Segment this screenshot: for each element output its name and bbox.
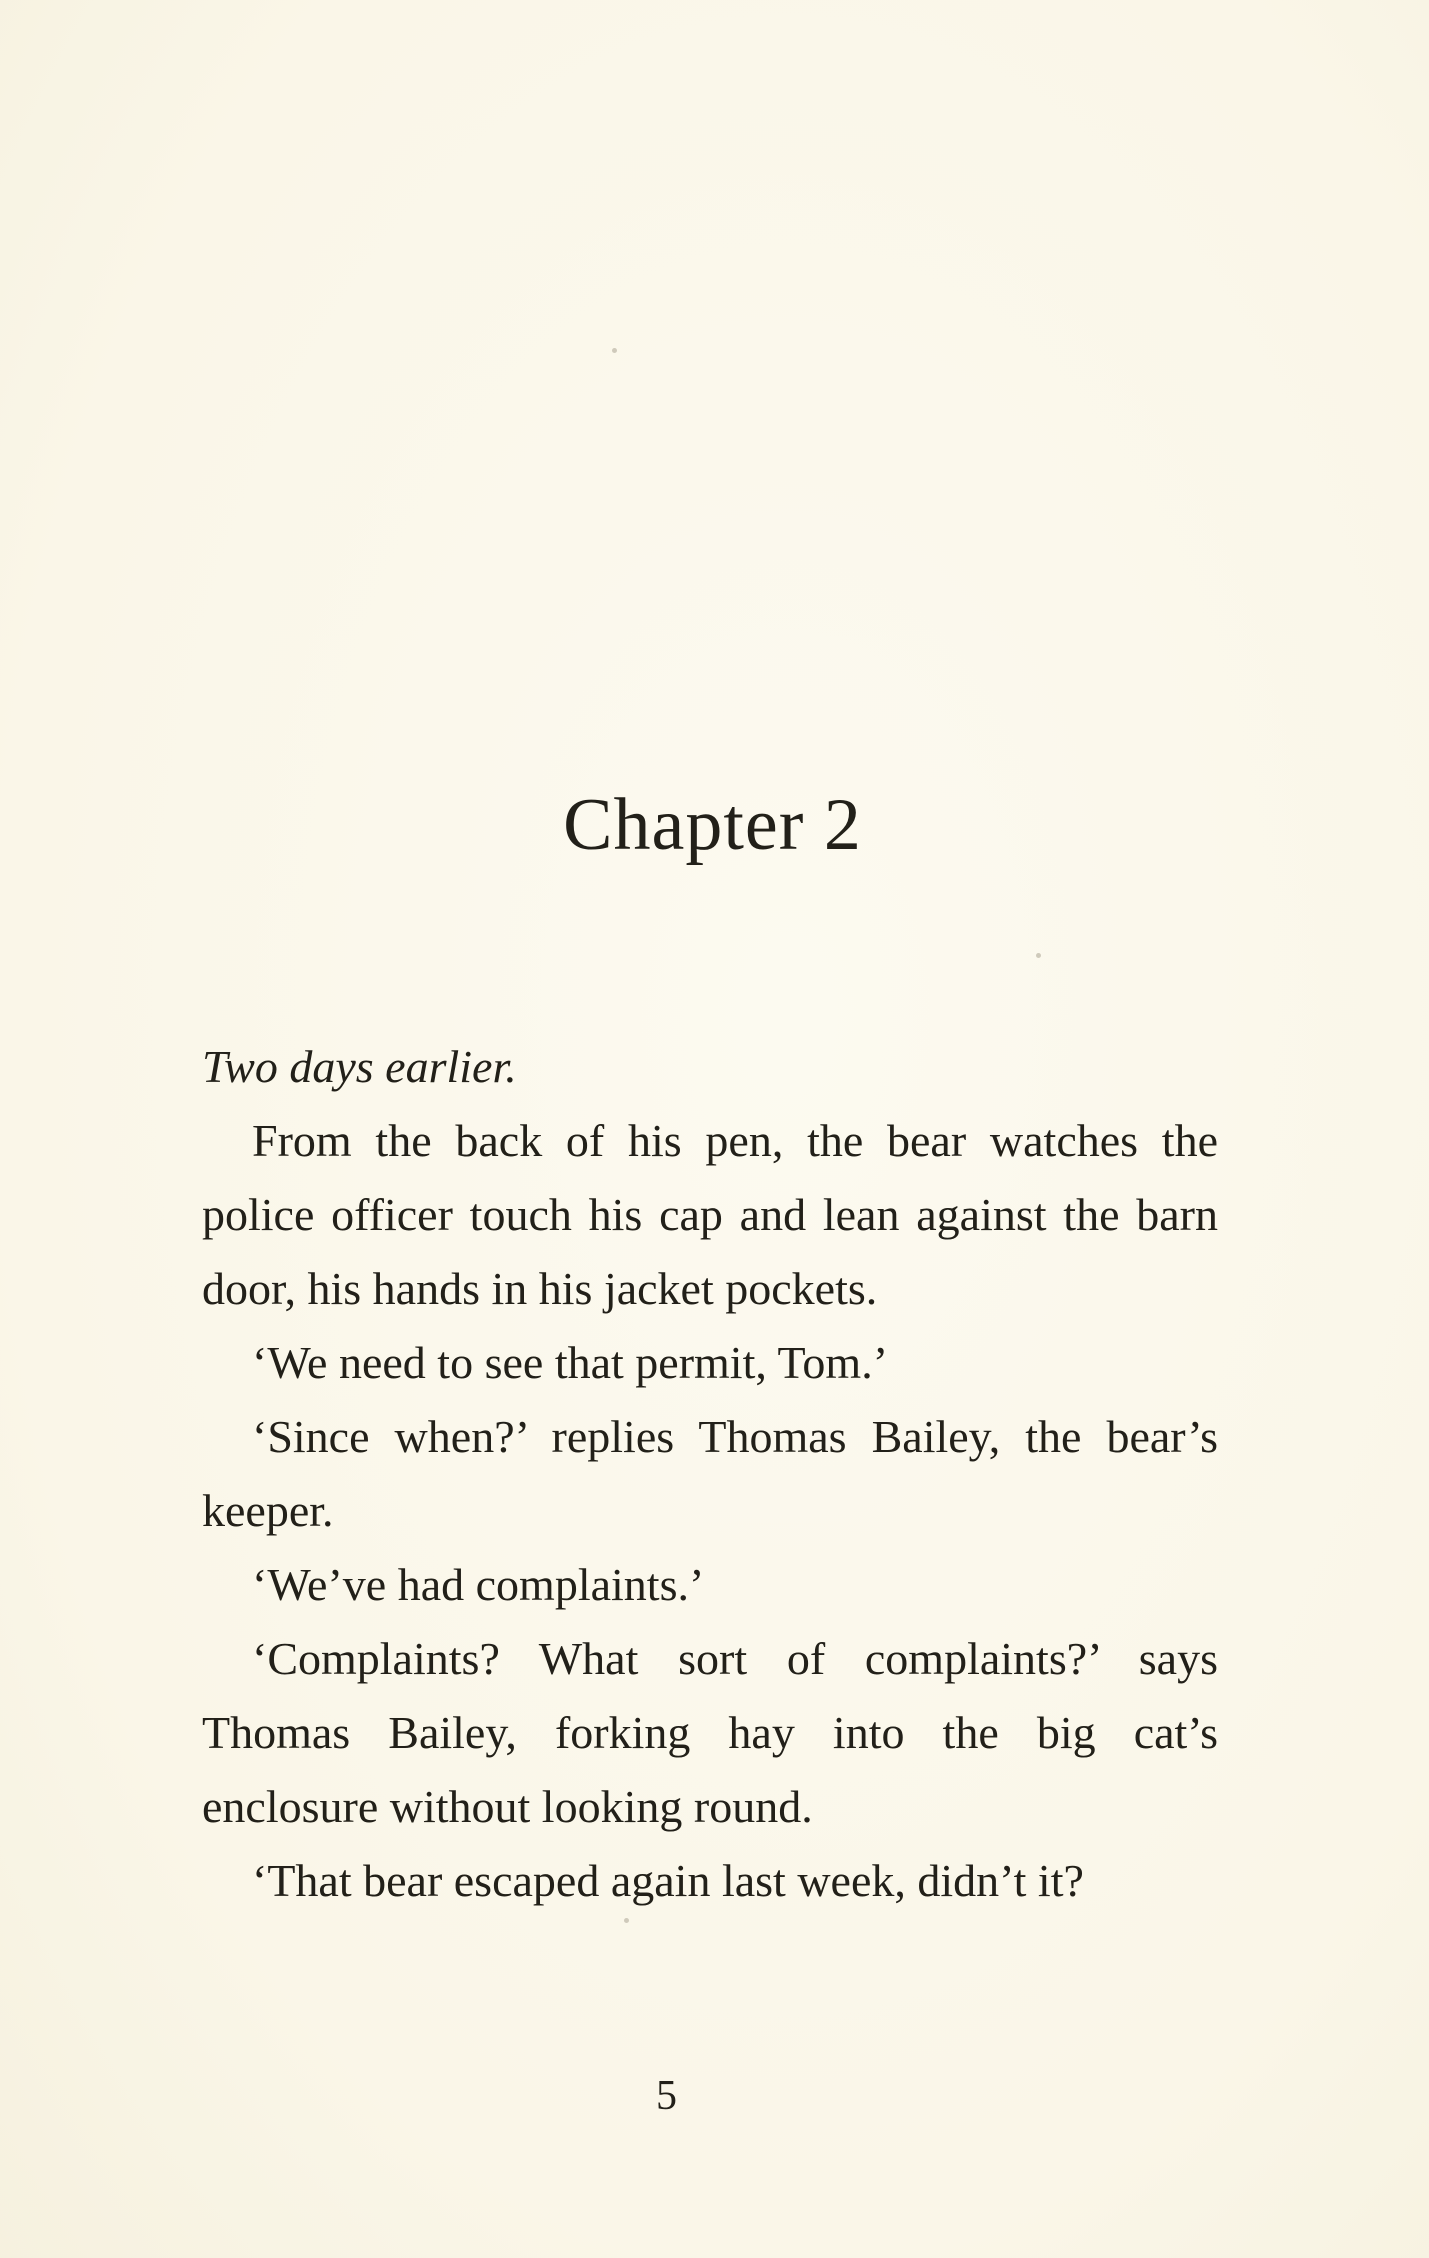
chapter-title: Chapter 2 [563,784,862,866]
page-number: 5 [656,2073,677,2119]
paragraph: From the back of his pen, the bear watches the police officer touch his cap and lean against the barn door, his hands in his jacket pockets. [202,1115,1218,1314]
paper-speck [1036,953,1041,958]
paper-speck [624,1918,629,1923]
paragraph: ‘We need to see that permit, Tom.’ [252,1337,889,1388]
paper-speck [612,348,617,353]
paragraph: ‘Complaints? What sort of complaints?’ says Thomas Bailey, forking hay into the big cat’s enclosure without looking round. [202,1633,1218,1832]
opening-line: Two days earlier. [202,1041,517,1092]
paragraph: ‘We’ve had complaints.’ [252,1559,705,1610]
paragraph: ‘Since when?’ replies Thomas Bailey, the bear’s keeper. [202,1411,1218,1536]
paragraph: ‘That bear escaped again last week, didn’t it? [252,1855,1084,1906]
chapter-body [202,1030,1218,1918]
